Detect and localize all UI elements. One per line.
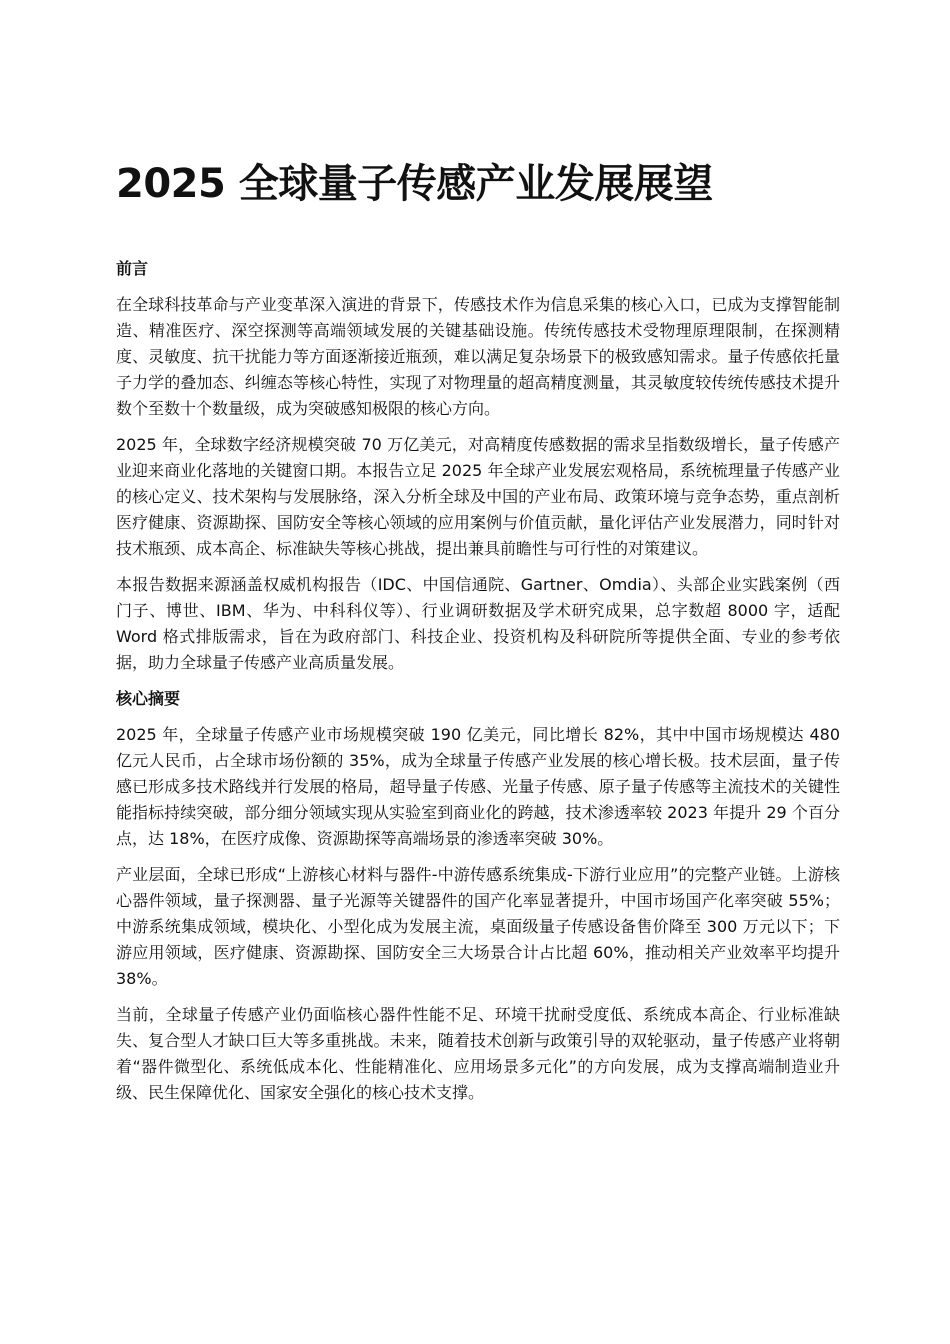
section-heading-summary: 核心摘要 [116, 689, 181, 708]
paragraph: 在全球科技革命与产业变革深入演进的背景下，传感技术作为信息采集的核心入口，已成为支撑智能制造、精准医疗、深空探测等高端领域发展的关键基础设施。传统传感技术受物理原理限制，在探测精度、灵敏度、抗干扰能力等方面逐渐接近瓶颈，难以满足复杂场景下的极致感知需求。量子传感依托量子力学的叠加态、纠缠态等核心特性，实现了对物理量的超高精度测量，其灵敏度较传统传感技术提升数个至数十个数量级，成为突破感知极限的核心方向。 [116, 295, 840, 418]
paragraph: 2025 年，全球数字经济规模突破 70 万亿美元，对高精度传感数据的需求呈指数级增长，量子传感产业迎来商业化落地的关键窗口期。本报告立足 2025 年全球产业发展宏观格局，系统梳理量子传感产业的核心定义、技术架构与发展脉络，深入分析全球及中国的产业布局、政策环境与竞争态势，重点剖析医疗健康、资源勘探、国防安全等核心领域的应用案例与价值贡献，量化评估产业发展潜力，同时针对技术瓶颈、成本高企、标准缺失等核心挑战，提出兼具前瞻性与可行性的对策建议。 [116, 435, 840, 558]
paragraph: 2025 年，全球量子传感产业市场规模突破 190 亿美元，同比增长 82%，其中中国市场规模达 480 亿元人民币，占全球市场份额的 35%，成为全球量子传感产业发展的核心增长极。技术层面，量子传感已形成多技术路线并行发展的格局，超导量子传感、光量子传感、原子量子传感等主流技术的关键性能指标持续突破，部分细分领域实现从实验室到商业化的跨越，技术渗透率较 2023 年提升 29 个百分点，达 18%，在医疗成像、资源勘探等高端场景的渗透率突破 30%。 [116, 725, 840, 848]
document-body [116, 256, 840, 1116]
paragraph: 产业层面，全球已形成“上游核心材料与器件-中游传感系统集成-下游行业应用”的完整产业链。上游核心器件领域，量子探测器、量子光源等关键器件的国产化率显著提升，中国市场国产化率突破 55%；中游系统集成领域，模块化、小型化成为发展主流，桌面级量子传感设备售价降至 300 万元以下；下游应用领域，医疗健康、资源勘探、国防安全三大场景合计占比超 60%，推动相关产业效率平均提升 38%。 [116, 865, 840, 988]
section-heading-preface: 前言 [116, 259, 149, 278]
paragraph: 当前，全球量子传感产业仍面临核心器件性能不足、环境干扰耐受度低、系统成本高企、行业标准缺失、复合型人才缺口巨大等多重挑战。未来，随着技术创新与政策引导的双轮驱动，量子传感产业将朝着“器件微型化、系统低成本化、性能精准化、应用场景多元化”的方向发展，成为支撑高端制造业升级、民生保障优化、国家安全强化的核心技术支撑。 [116, 1005, 840, 1102]
document-title: 2025 全球量子传感产业发展展望 [116, 161, 713, 207]
paragraph: 本报告数据来源涵盖权威机构报告（IDC、中国信通院、Gartner、Omdia）、头部企业实践案例（西门子、博世、IBM、华为、中科科仪等）、行业调研数据及学术研究成果，总字数超 8000 字，适配 Word 格式排版需求，旨在为政府部门、科技企业、投资机构及科研院所等提供全面、专业的参考依据，助力全球量子传感产业高质量发展。 [116, 575, 840, 672]
